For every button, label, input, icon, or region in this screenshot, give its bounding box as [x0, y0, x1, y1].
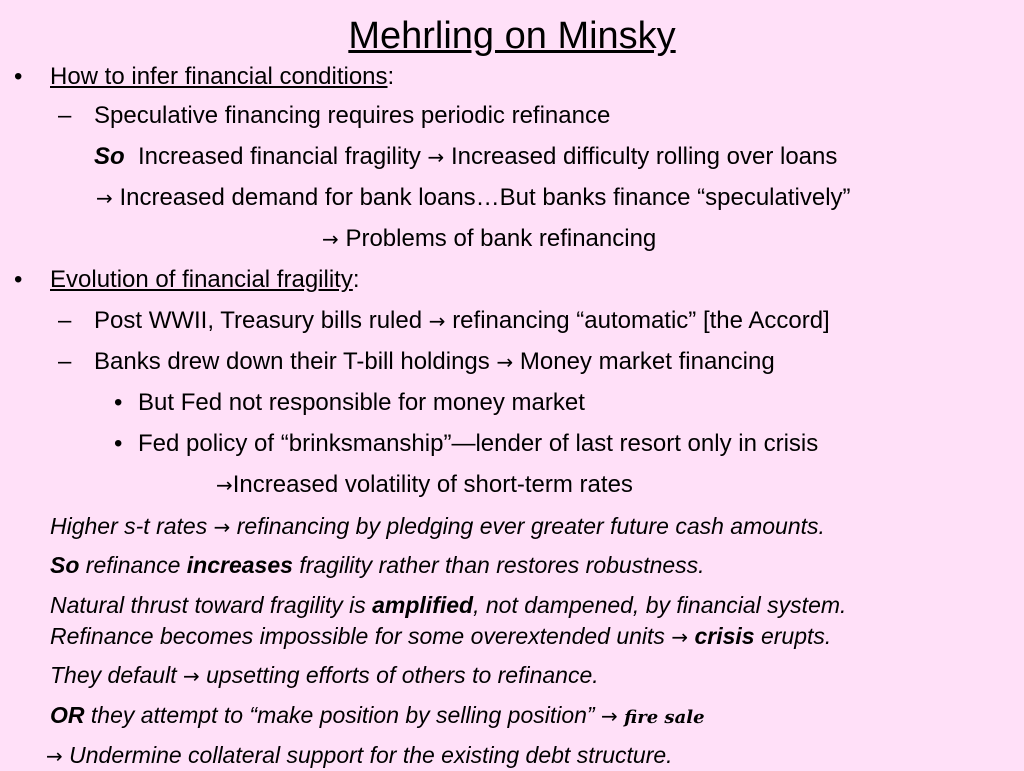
- italic-1-text-a: Higher s-t rates: [50, 513, 208, 539]
- sub-3-text: [94, 347, 775, 377]
- arrow-icon: →: [427, 145, 445, 169]
- slide-title: Mehrling on Minsky: [348, 15, 676, 57]
- so-line: [94, 142, 837, 172]
- subsub-1-text: But Fed not responsible for money market: [138, 389, 585, 416]
- arrow-icon: →: [496, 350, 514, 374]
- bullet-marker: •: [14, 63, 23, 90]
- bullet-1-label: How to infer financial conditions: [50, 63, 388, 90]
- italic-4-bold: crisis: [694, 623, 755, 649]
- subsub-1-marker: •: [114, 389, 123, 416]
- italic-line-3: [50, 590, 846, 620]
- volatility-line: [216, 470, 633, 500]
- dash-marker: –: [58, 348, 72, 375]
- volatility-text: Increased volatility of short-term rates: [232, 471, 633, 498]
- italic-4-text-b: erupts.: [760, 623, 832, 649]
- sub-2-text-b: refinancing “automatic” [the Accord]: [452, 307, 830, 334]
- sub-1: [58, 101, 71, 131]
- italic-3-text-a: Natural thrust toward fragility is: [50, 592, 366, 618]
- italic-6-text-a: they attempt to “make position by selling position”: [90, 702, 595, 728]
- italic-4-text-a: Refinance becomes impossible for some overextended units: [50, 623, 665, 649]
- italic-6-or: OR: [50, 702, 85, 728]
- sub-1-text: Speculative financing requires periodic refinance: [94, 102, 611, 129]
- italic-3-bold: amplified: [372, 592, 474, 618]
- bullet-2-colon: :: [352, 266, 360, 293]
- arrow-icon: →: [216, 473, 233, 497]
- sub-2-text: [94, 306, 830, 336]
- arrow-icon: →: [96, 186, 113, 210]
- problems-line: [322, 224, 656, 254]
- italic-line-6: [50, 700, 705, 733]
- italic-5-text-b: upsetting efforts of others to refinance.: [206, 662, 599, 688]
- italic-7-text: Undermine collateral support for the existing debt structure.: [69, 742, 673, 768]
- bullet-1-text: [50, 62, 394, 92]
- italic-2-bold: increases: [186, 552, 293, 578]
- dash-marker: –: [58, 102, 72, 129]
- bullet-1: [14, 62, 22, 92]
- italic-1-text-b: refinancing by pledging ever greater future cash amounts.: [236, 513, 825, 539]
- so-text-a: Increased financial fragility: [138, 143, 421, 170]
- italic-line-4: [50, 621, 831, 652]
- italic-line-5: [50, 660, 599, 691]
- bullet-2: [14, 265, 22, 295]
- sub-3: [58, 347, 71, 377]
- italic-2-so: So: [50, 552, 80, 578]
- bullet-marker: •: [14, 266, 23, 293]
- italic-line-7: [46, 740, 673, 771]
- sub-2-text-a: Post WWII, Treasury bills ruled: [94, 307, 423, 334]
- italic-2-text-b: fragility rather than restores robustness.: [299, 552, 705, 578]
- so-text-b: Increased difficulty rolling over loans: [450, 143, 838, 170]
- demand-line: [96, 183, 851, 213]
- sub-2: [58, 306, 71, 336]
- sub-3-text-a: Banks drew down their T-bill holdings: [94, 348, 490, 375]
- italic-5-text-a: They default: [50, 662, 177, 688]
- fire-sale-text: fire sale: [624, 707, 705, 728]
- arrow-icon: →: [182, 664, 200, 688]
- italic-line-2: [50, 550, 705, 580]
- subsub-2-text: Fed policy of “brinksmanship”—lender of last resort only in crisis: [138, 430, 819, 457]
- arrow-icon: →: [600, 704, 618, 728]
- problems-text: Problems of bank refinancing: [345, 225, 657, 252]
- italic-3-text-b: , not dampened, by financial system.: [473, 592, 847, 618]
- subsub-2-marker: •: [114, 430, 123, 457]
- arrow-icon: →: [671, 625, 689, 649]
- bullet-2-text: [50, 265, 360, 295]
- arrow-icon: →: [46, 744, 63, 768]
- dash-marker: –: [58, 307, 72, 334]
- italic-line-1: [50, 511, 825, 542]
- arrow-icon: →: [322, 227, 339, 251]
- sub-3-text-b: Money market financing: [519, 348, 775, 375]
- arrow-icon: →: [428, 309, 446, 333]
- bullet-2-label: Evolution of financial fragility: [50, 266, 353, 293]
- italic-2-text-a: refinance: [85, 552, 181, 578]
- so-label: So: [94, 143, 125, 170]
- demand-text: Increased demand for bank loans…But banks finance “speculatively”: [119, 184, 851, 211]
- arrow-icon: →: [213, 515, 231, 539]
- bullet-1-colon: :: [387, 63, 395, 90]
